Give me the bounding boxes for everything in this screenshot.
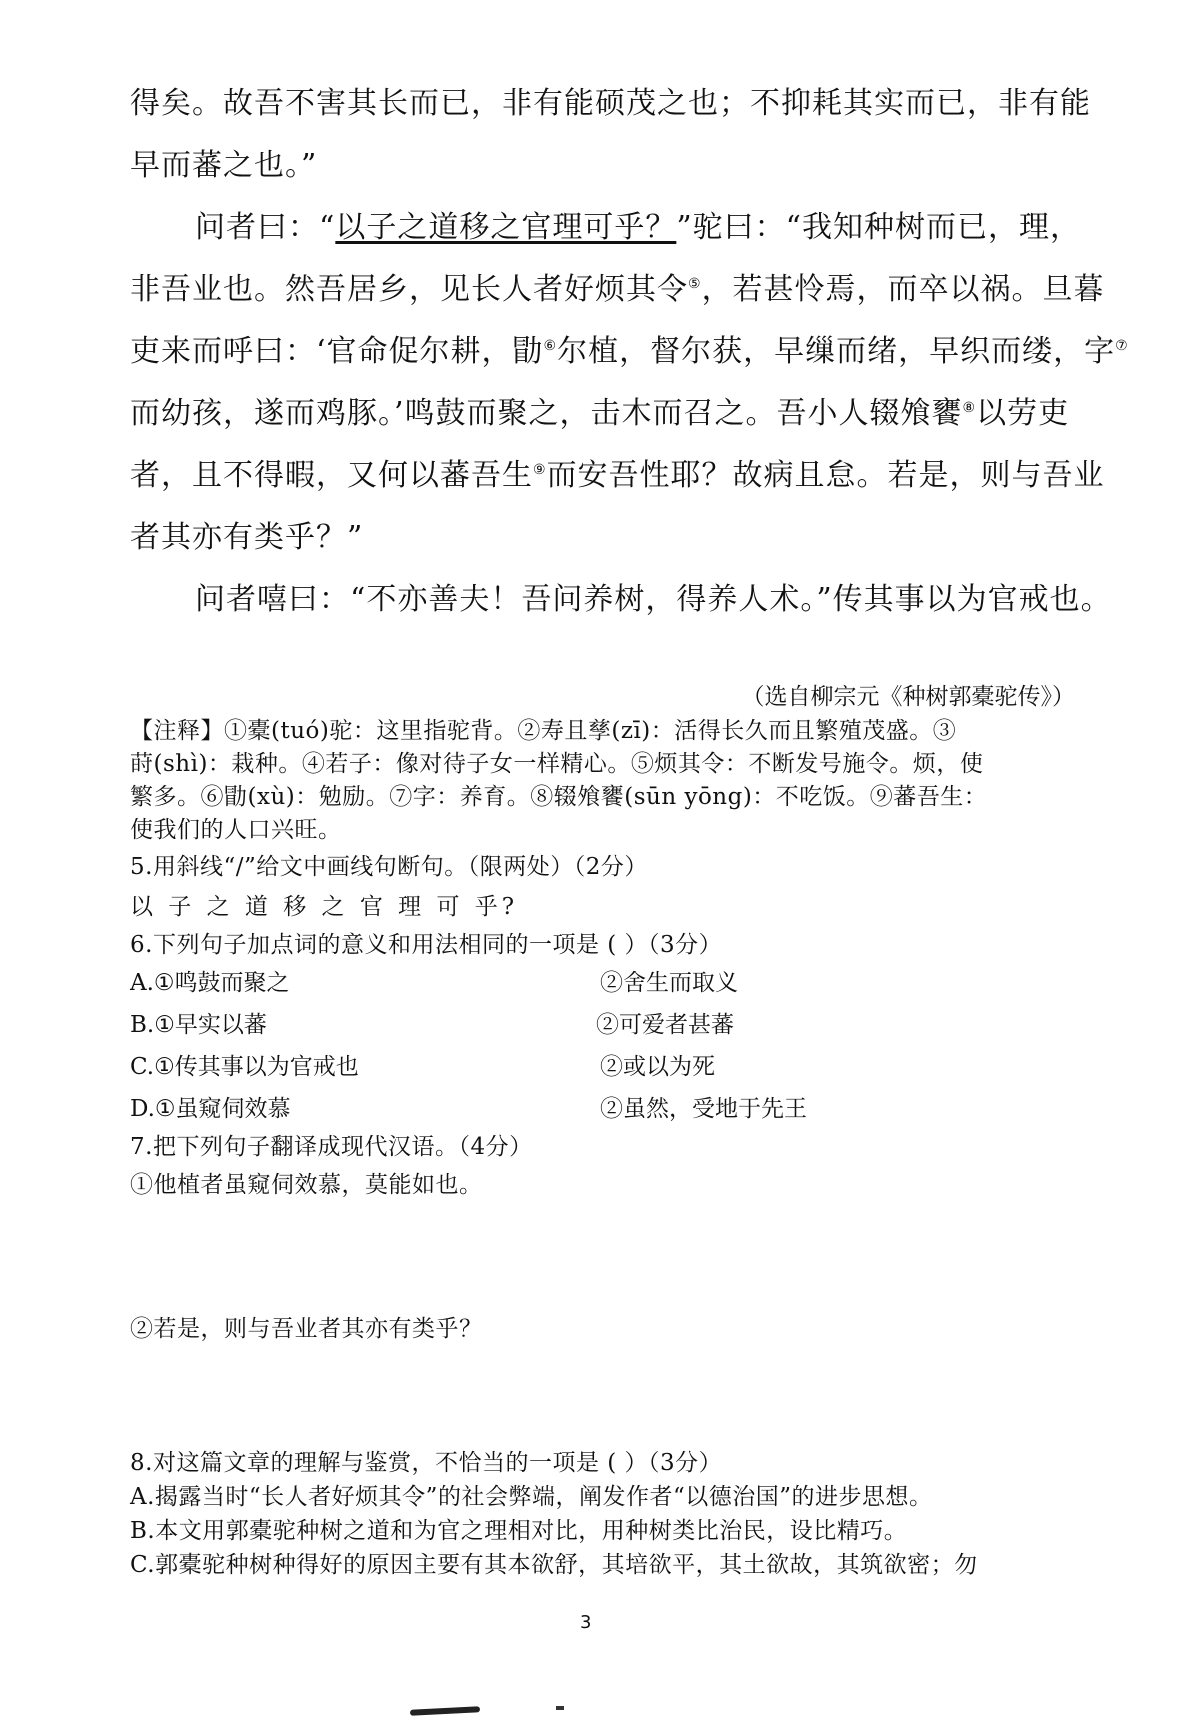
passage-line-8: 者其亦有类乎？”	[130, 520, 364, 555]
q8-option-c: C.郭橐驼种树种得好的原因主要有其本欲舒，其培欲平，其土欲故，其筑欲密；勿	[130, 1552, 978, 1578]
q6-option-c-left: C.①传其事以为官戒也	[130, 1054, 359, 1080]
scan-smudge-small	[556, 1706, 564, 1710]
question-5-prompt: 5.用斜线“/”给文中画线句断句。（限两处）（2分）	[130, 854, 648, 880]
passage-line-4: 非吾业也。然吾居乡，见长人者好烦其令⑤，若甚怜焉，而卒以祸。旦暮	[130, 272, 1105, 307]
note-mark-7: ⑦	[1115, 338, 1129, 354]
page-number: 3	[580, 1612, 592, 1633]
scan-smudge	[410, 1706, 480, 1716]
source-citation: （选自柳宗元《种树郭橐驼传》）	[741, 684, 1075, 710]
notes-line-1: 【注释】①橐(tuó)驼：这里指驼背。②寿且孳(zī)：活得长久而且繁殖茂盛。③	[130, 718, 957, 744]
question-7-item-2: ②若是，则与吾业者其亦有类乎？	[130, 1316, 483, 1342]
question-6-prompt: 6.下列句子加点词的意义和用法相同的一项是 ( ）（3分）	[130, 932, 723, 958]
notes-line-3: 繁多。⑥勖(xù)：勉励。⑦字：养育。⑧辍飧饔(sūn yōng)：不吃饭。⑨蕃吾生：	[130, 784, 988, 810]
note-mark-9: ⑨	[533, 462, 547, 478]
q6-option-b-right: ②可爱者甚蕃	[596, 1012, 734, 1038]
note-mark-8: ⑧	[962, 400, 977, 416]
passage-line-2: 早而蕃之也。”	[130, 148, 318, 183]
q6-option-c-right: ②或以为死	[600, 1054, 715, 1080]
q6-option-a-right: ②舍生而取义	[600, 970, 738, 996]
note-mark-6: ⑥	[543, 338, 558, 354]
underlined-sentence: 以子之道移之官理可乎？	[335, 210, 677, 245]
q6-option-d-right: ②虽然，受地于先王	[600, 1096, 807, 1122]
question-suffix: ”驼曰：“我知种树而已，理，	[676, 210, 1082, 245]
q6-option-d-left: D.①虽窥伺效慕	[130, 1096, 291, 1122]
question-8-prompt: 8.对这篇文章的理解与鉴赏，不恰当的一项是 ( ）（3分）	[130, 1450, 723, 1476]
q6-option-a-left: A.①鸣鼓而聚之	[130, 970, 290, 996]
question-5-sentence: 以 子 之 道 移 之 官 理 可 乎?	[130, 894, 519, 920]
note-mark-5: ⑤	[688, 276, 702, 292]
question-prefix: 问者曰：“	[195, 210, 336, 245]
passage-line-5: 吏来而呼曰：‘官命促尔耕，勖⑥尔植，督尔获，早缫而绪，早织而缕，字⑦	[130, 334, 1129, 369]
passage-line-6: 而幼孩，遂而鸡豚。’鸣鼓而聚之，击木而召之。吾小人辍飧饔⑧以劳吏	[130, 396, 1070, 431]
passage-line-1: 得矣。故吾不害其长而已，非有能硕茂之也；不抑耗其实而已，非有能	[130, 86, 1091, 121]
question-7-item-1: ①他植者虽窥伺效慕，莫能如也。	[130, 1172, 483, 1198]
q6-option-b-left: B.①早实以蕃	[130, 1012, 267, 1038]
passage-line-7: 者，且不得暇，又何以蕃吾生⑨而安吾性耶？故病且怠。若是，则与吾业	[130, 458, 1105, 493]
q8-option-a: A.揭露当时“长人者好烦其令”的社会弊端，阐发作者“以德治国”的进步思想。	[130, 1484, 933, 1510]
q8-option-b: B.本文用郭橐驼种树之道和为官之理相对比，用种树类比治民，设比精巧。	[130, 1518, 908, 1544]
passage-line-question	[195, 202, 1081, 246]
notes-line-2: 莳(shì)：栽种。④若子：像对待子女一样精心。⑤烦其令：不断发号施令。烦，使	[130, 751, 984, 777]
question-7-prompt: 7.把下列句子翻译成现代汉语。（4分）	[130, 1134, 533, 1160]
passage-line-9: 问者嘻曰：“不亦善夫！吾问养树，得养人术。”传其事以为官戒也。	[195, 582, 1112, 617]
notes-line-4: 使我们的人口兴旺。	[130, 817, 342, 843]
